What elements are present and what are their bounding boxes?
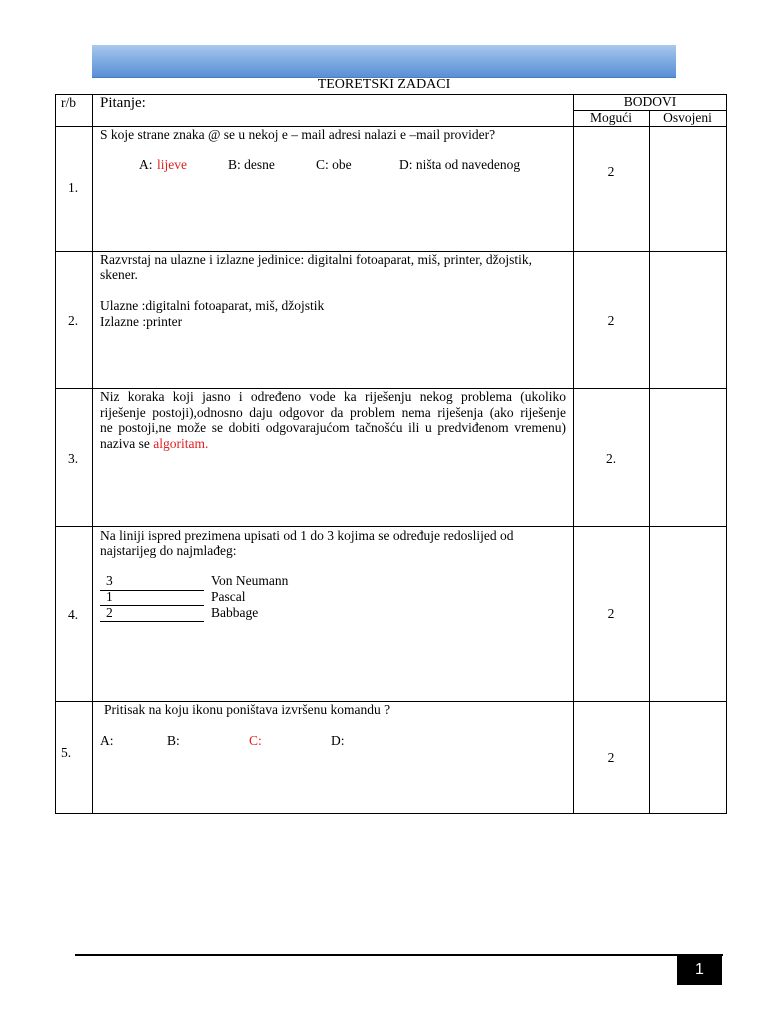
possible-points: 2 xyxy=(607,164,615,179)
table-border-left xyxy=(55,94,56,814)
header-banner xyxy=(92,45,676,78)
option-a-label: A: xyxy=(139,157,153,172)
question-text-line1: Niz koraka koji jasno i određeno vode ka riješenju nekog problema (ukoliko xyxy=(100,389,566,404)
header-points: BODOVI xyxy=(623,94,677,109)
answer-input-devices: Ulazne :digitalni fotoaparat, miš, džojstik xyxy=(100,298,325,313)
row-divider-3 xyxy=(55,526,727,527)
table-border-right xyxy=(726,94,727,814)
question-text-line1: Na liniji ispred prezimena upisati od 1 do 3 kojima se određuje redoslijed od xyxy=(100,528,514,543)
option-a: A: xyxy=(100,733,114,748)
table-border-bottom xyxy=(55,813,727,814)
answer-text: algoritam. xyxy=(153,436,209,451)
answer-line xyxy=(100,605,204,606)
option-a-answer: lijeve xyxy=(157,157,187,172)
option-c-answer: C: xyxy=(249,733,262,748)
answer-line xyxy=(100,590,204,591)
option-d: D: xyxy=(331,733,345,748)
possible-points: 2 xyxy=(607,606,615,621)
question-text-line2: riješenje postoji),odnosno daju odgovor da problem nema riješenja (ako riješenje xyxy=(100,405,566,420)
header-earned: Osvojeni xyxy=(663,110,712,125)
row-number: 3. xyxy=(68,451,79,466)
column-divider-rb xyxy=(92,94,93,814)
option-d: D: ništa od navedenog xyxy=(399,157,521,172)
question-text-line1: Razvrstaj na ulazne i izlazne jedinice: digitalni fotoaparat, miš, printer, džojstik, xyxy=(100,252,533,267)
question-text: S koje strane znaka @ se u nekoj e – mail adresi nalazi e –mail provider? xyxy=(100,127,496,142)
question-text-line3: ne postoji,ne može se dobiti odgovarajućom tačnošću ili u predviđenom vremenu) xyxy=(100,420,566,435)
option-c: C: obe xyxy=(316,157,352,172)
row-number: 5. xyxy=(61,745,72,760)
question-text-prefix: naziva se xyxy=(100,436,154,451)
person-name: Pascal xyxy=(211,589,246,604)
page-number: 1 xyxy=(677,955,722,985)
answer-line xyxy=(100,621,204,622)
question-text-line2: skener. xyxy=(100,267,138,282)
answer-output-devices: Izlazne :printer xyxy=(100,314,183,329)
row-number: 4. xyxy=(68,607,79,622)
row-number: 2. xyxy=(68,313,79,328)
question-text: Pritisak na koju ikonu poništava izvršenu komandu ? xyxy=(104,702,391,717)
option-b: B: xyxy=(167,733,180,748)
column-divider-possible xyxy=(649,110,650,814)
possible-points: 2 xyxy=(607,750,615,765)
rank-answer: 2 xyxy=(106,605,113,620)
header-possible: Mogući xyxy=(590,110,632,125)
question-text-line2: najstarijeg do najmlađeg: xyxy=(100,543,237,558)
header-rb: r/b xyxy=(61,95,76,110)
header-question: Pitanje: xyxy=(100,95,146,111)
rank-answer: 3 xyxy=(106,573,113,588)
person-name: Babbage xyxy=(211,605,259,620)
person-name: Von Neumann xyxy=(211,573,289,588)
footer-rule xyxy=(75,954,723,956)
option-b: B: desne xyxy=(228,157,275,172)
possible-points: 2 xyxy=(607,313,615,328)
question-text-line4 xyxy=(100,436,208,452)
document-title: TEORETSKI ZADACI xyxy=(317,77,451,92)
row-number: 1. xyxy=(68,180,79,195)
rank-answer: 1 xyxy=(106,589,113,604)
possible-points: 2. xyxy=(605,451,617,466)
